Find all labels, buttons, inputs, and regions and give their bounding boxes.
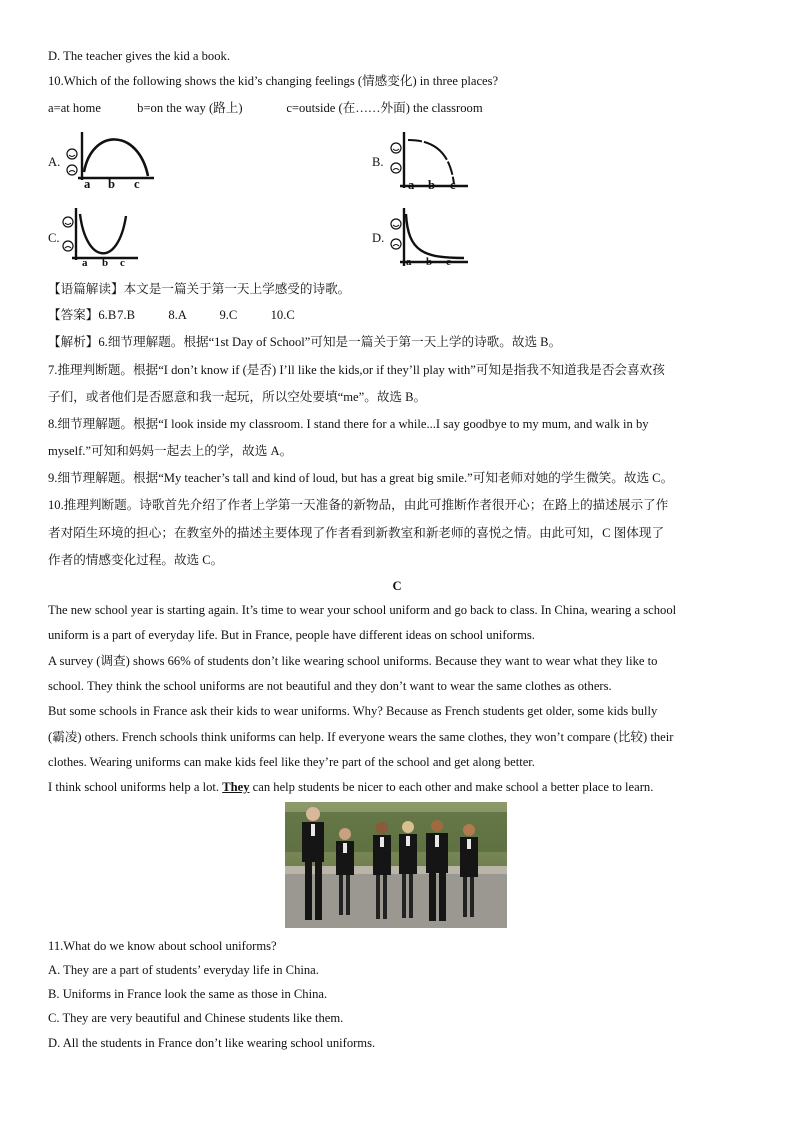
q10-stem: 10.Which of the following shows the kid’s changing feelings (情感变化) in three places? [48, 74, 499, 88]
happy-face-icon [63, 217, 73, 227]
passage-line: (霸凌) others. French schools think uniforms can help. If everyone wears the same clothes, they won’t compare (比较) their [48, 730, 674, 744]
q11-option-c: C. They are very beautiful and Chinese students like them. [48, 1011, 344, 1025]
analysis-line: 7.推理判断题。根据“I don’t know if (是否) I’ll like the kids,or if they’ll play with”可知是指我不知道我是否会喜欢孩 [48, 363, 665, 377]
graph-option-a [48, 128, 158, 194]
analysis-line: 【解析】6.细节理解题。根据“1st Day of School”可知是一篇关于第一天上学的诗歌。故选 B。 [48, 335, 562, 349]
answer-key [48, 307, 754, 323]
axis-label-a: a [82, 257, 88, 269]
happy-face-icon [391, 143, 401, 153]
axis-label-a: a [406, 256, 412, 268]
analysis-line: 作者的情感变化过程。故选 C。 [48, 553, 224, 567]
axis-label-a: a [408, 178, 415, 192]
axis-label-b: b [426, 256, 433, 268]
passage-line: school. They think the school uniforms are not beautiful and they don’t want to wear the same clothes as others. [48, 679, 612, 693]
last-line-start: I think school uniforms help a lot. [48, 780, 223, 794]
axis-label-b: b [428, 178, 436, 192]
feeling-curve [80, 214, 126, 253]
axis-label-c: c [134, 177, 140, 191]
graph-option-b [372, 128, 472, 194]
analysis-line: 者对陌生环境的担心；在教室外的描述主要体现了作者看到新教室和新老师的喜悦之情。由此可知，C 图体现了 [48, 526, 665, 540]
q11-option-d: D. All the students in France don’t like wearing school uniforms. [48, 1036, 376, 1050]
happy-face-icon [391, 219, 401, 229]
option-b-label: B. [372, 155, 384, 169]
analysis-line: 10.推理判断题。诗歌首先介绍了作者上学第一天准备的新物品，由此可推断作者很开心；在路上的描述展示了作 [48, 498, 669, 512]
place-c: c=outside (在……外面) the classroom [286, 101, 483, 115]
underlined-they: They [222, 780, 250, 794]
option-a-label: A. [48, 155, 61, 169]
passage-line: But some schools in France ask their kids to wear uniforms. Why? Because as French students get older, some kids bully [48, 704, 658, 718]
place-a: a=at home [48, 101, 101, 115]
place-b: b=on the way (路上) [137, 101, 243, 115]
passage-line: clothes. Wearing uniforms can make kids feel like they’re part of the school and get along better. [48, 755, 535, 769]
answer-7: 7.B [117, 308, 136, 322]
answer-6: 【答案】6.B [48, 308, 117, 322]
q9-option-d: D. The teacher gives the kid a book. [48, 49, 230, 63]
passage-last-line [48, 779, 754, 795]
feeling-curve [406, 214, 464, 258]
answer-8: 8.A [168, 308, 187, 322]
last-line-end: can help students be nicer to each other and make school a better place to learn. [249, 780, 654, 794]
axis-label-a: a [84, 177, 91, 191]
reading-summary: 【语篇解读】本文是一篇关于第一天上学感受的诗歌。 [48, 282, 351, 296]
option-c-label: C. [48, 231, 60, 245]
passage-line: The new school year is starting again. It’s time to wear your school uniform and go back to class. In China, wearing a school [48, 603, 677, 617]
axis-label-c: c [450, 178, 456, 192]
q11-option-b: B. Uniforms in France look the same as those in China. [48, 987, 328, 1001]
happy-face-icon [67, 149, 77, 159]
passage-heading: C [392, 579, 402, 593]
q10-places [48, 100, 754, 116]
graph-option-d [372, 204, 472, 270]
feeling-curve [84, 139, 148, 176]
answer-9: 9.C [219, 308, 238, 322]
analysis-line: 8.细节理解题。根据“I look inside my classroom. I stand there for a while...I say goodbye to my mum, and walk in by [48, 417, 649, 431]
q11-stem: 11.What do we know about school uniforms? [48, 939, 277, 953]
q11-option-a: A. They are a part of students’ everyday life in China. [48, 963, 319, 977]
answer-10: 10.C [270, 308, 295, 322]
option-d-label: D. [372, 231, 385, 245]
graph-option-c [48, 204, 148, 270]
analysis-line: myself.”可知和妈妈一起去上的学，故选 A。 [48, 444, 293, 458]
analysis-line: 子们，或者他们是否愿意和我一起玩，所以空处要填“me”。故选 B。 [48, 390, 427, 404]
axis-label-c: c [120, 257, 125, 269]
students-uniform-photo [285, 802, 507, 928]
analysis-line: 9.细节理解题。根据“My teacher’s tall and kind of loud, but has a great big smile.”可知老师对她的学生微笑。故选 C。 [48, 471, 674, 485]
passage-line: A survey (调查) shows 66% of students don’t like wearing school uniforms. Because they want to wear what they like to [48, 654, 658, 668]
axis-label-c: c [446, 256, 451, 268]
axis-label-b: b [102, 257, 109, 269]
passage-line: uniform is a part of everyday life. But in France, people have different ideas on school uniforms. [48, 628, 535, 642]
axis-label-b: b [108, 177, 116, 191]
